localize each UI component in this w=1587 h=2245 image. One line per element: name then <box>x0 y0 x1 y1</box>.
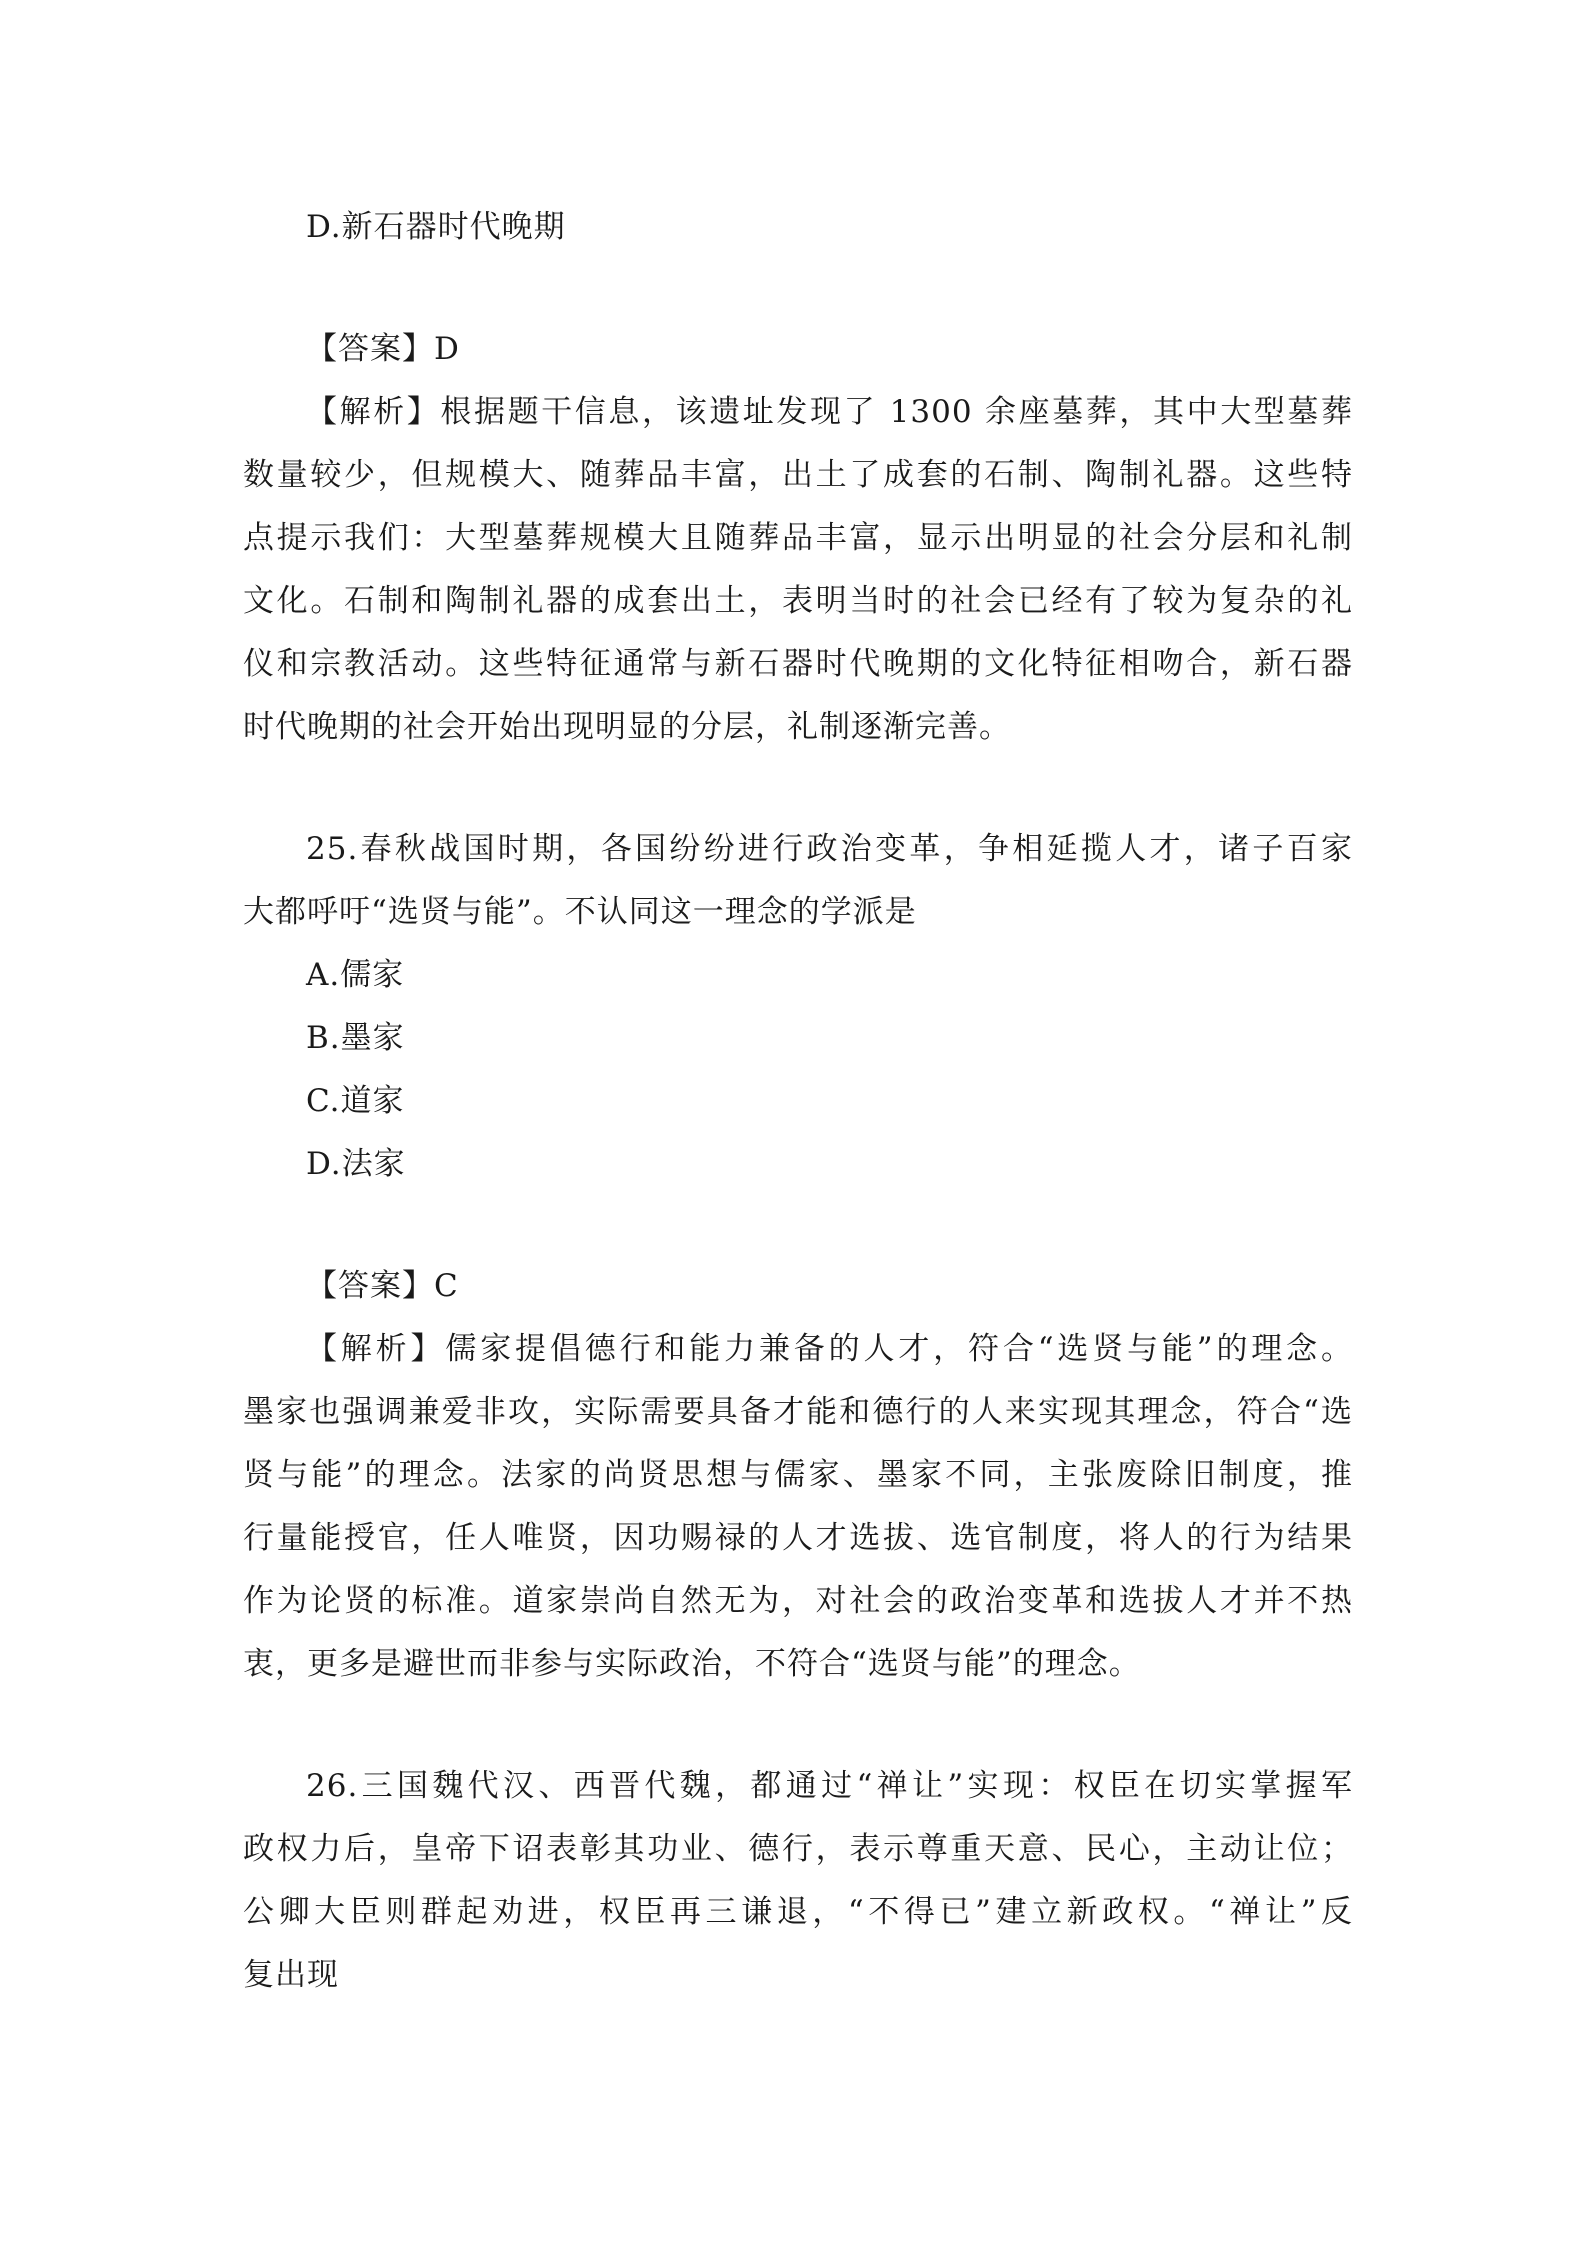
q25-answer: 【答案】C <box>306 1268 459 1304</box>
q25-analysis-line: 墨家也强调兼爱非攻，实际需要具备才能和德行的人来实现其理念，符合“选 <box>243 1394 1353 1430</box>
q26-stem-line: 26.三国魏代汉、西晋代魏，都通过“禅让”实现：权臣在切实掌握军 <box>306 1768 1353 1804</box>
q24-analysis-line: 点提示我们：大型墓葬规模大且随葬品丰富，显示出明显的社会分层和礼制 <box>243 520 1353 556</box>
q24-analysis-line: 时代晚期的社会开始出现明显的分层，礼制逐渐完善。 <box>243 709 1011 745</box>
q25-option-d: D.法家 <box>306 1146 406 1182</box>
q25-analysis-line: 衷，更多是避世而非参与实际政治，不符合“选贤与能”的理念。 <box>243 1646 1141 1682</box>
q24-analysis-line: 数量较少，但规模大、随葬品丰富，出土了成套的石制、陶制礼器。这些特 <box>243 457 1353 493</box>
q24-analysis-line: 【解析】根据题干信息，该遗址发现了 1300 余座墓葬，其中大型墓葬 <box>306 394 1353 430</box>
q26-stem-line: 复出现 <box>243 1957 339 1993</box>
q25-option-b: B.墨家 <box>306 1020 405 1056</box>
q25-analysis-line: 行量能授官，任人唯贤，因功赐禄的人才选拔、选官制度，将人的行为结果 <box>243 1520 1353 1556</box>
q25-analysis-line: 【解析】儒家提倡德行和能力兼备的人才，符合“选贤与能”的理念。 <box>306 1331 1353 1367</box>
q24-analysis-line: 仪和宗教活动。这些特征通常与新石器时代晚期的文化特征相吻合，新石器 <box>243 646 1353 682</box>
q25-option-c: C.道家 <box>306 1083 405 1119</box>
q25-stem-line: 大都呼吁“选贤与能”。不认同这一理念的学派是 <box>243 894 917 930</box>
q24-analysis-line: 文化。石制和陶制礼器的成套出土，表明当时的社会已经有了较为复杂的礼 <box>243 583 1353 619</box>
q25-stem-line: 25.春秋战国时期，各国纷纷进行政治变革，争相延揽人才，诸子百家 <box>306 831 1353 867</box>
q24-answer: 【答案】D <box>306 331 460 367</box>
q25-option-a: A.儒家 <box>306 957 405 993</box>
q26-stem-line: 公卿大臣则群起劝进，权臣再三谦退，“不得已”建立新政权。“禅让”反 <box>243 1894 1353 1930</box>
q25-analysis-line: 贤与能”的理念。法家的尚贤思想与儒家、墨家不同，主张废除旧制度，推 <box>243 1457 1353 1493</box>
q26-stem-line: 政权力后，皇帝下诏表彰其功业、德行，表示尊重天意、民心，主动让位； <box>243 1831 1353 1867</box>
q24-option-d: D.新石器时代晚期 <box>306 209 566 245</box>
q25-analysis-line: 作为论贤的标准。道家崇尚自然无为，对社会的政治变革和选拔人才并不热 <box>243 1583 1353 1619</box>
